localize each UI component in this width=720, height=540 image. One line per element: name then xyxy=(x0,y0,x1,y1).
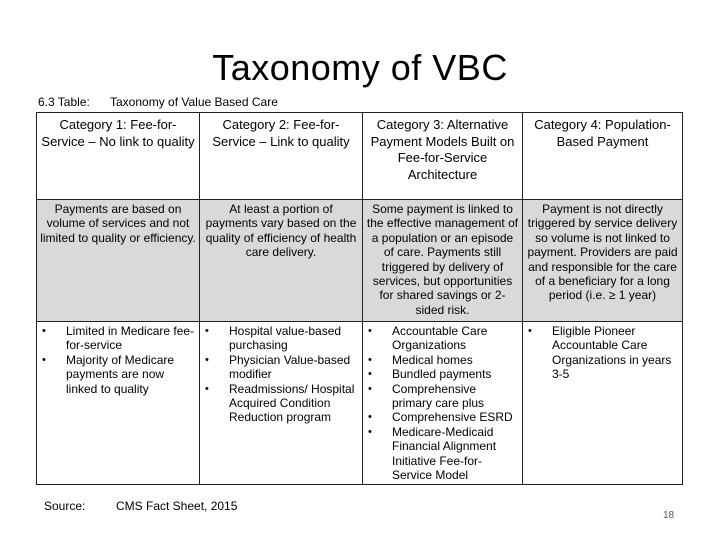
list-item: • Limited in Medicare fee-for-service xyxy=(40,324,196,353)
source-citation: CMS Fact Sheet, 2015 xyxy=(116,499,238,513)
examples-row xyxy=(37,322,683,485)
table-caption-text: Taxonomy of Value Based Care xyxy=(110,95,278,109)
list-item: • Accountable Care Organizations xyxy=(366,324,519,353)
list-item: • Hospital value-based purchasing xyxy=(203,324,359,353)
description-category-2: At least a portion of payments vary based on the quality of efficiency of health care delivery. xyxy=(200,200,363,322)
vbc-taxonomy-table xyxy=(36,112,683,485)
list-item: • Medical homes xyxy=(366,353,519,367)
examples-category-4 xyxy=(523,322,683,485)
list-item: • Bundled payments xyxy=(366,367,519,381)
list-item: • Readmissions/ Hospital Acquired Condition Reduction program xyxy=(203,382,359,425)
description-row xyxy=(37,200,683,322)
description-category-4: Payment is not directly triggered by service delivery so volume is not linked to payment. Providers are paid and responsible for the care of a beneficiary for a long period (i.e. ≥ 1 year) xyxy=(523,200,683,322)
header-category-3: Category 3: Alternative Payment Models Built on Fee-for-Service Architecture xyxy=(363,113,523,200)
list-item: • Comprehensive ESRD xyxy=(366,410,519,424)
header-category-2: Category 2: Fee-for-Service – Link to quality xyxy=(200,113,363,200)
header-row xyxy=(37,113,683,200)
table-caption-number: 6.3 Table: xyxy=(38,95,90,109)
list-item: • Comprehensive primary care plus xyxy=(366,382,519,411)
examples-category-2 xyxy=(200,322,363,485)
list-item: • Eligible Pioneer Accountable Care Organizations in years 3-5 xyxy=(526,324,679,382)
description-category-1: Payments are based on volume of services and not limited to quality or efficiency. xyxy=(37,200,200,322)
page-number: 18 xyxy=(663,510,675,521)
examples-category-1 xyxy=(37,322,200,485)
slide-title: Taxonomy of VBC xyxy=(212,47,508,88)
list-item: • Medicare-Medicaid Financial Alignment Initiative Fee-for-Service Model xyxy=(366,425,519,483)
header-category-4: Category 4: Population-Based Payment xyxy=(523,113,683,200)
examples-category-3 xyxy=(363,322,523,485)
list-item: • Physician Value-based modifier xyxy=(203,353,359,382)
source-label: Source: xyxy=(44,499,86,513)
description-category-3: Some payment is linked to the effective management of a population or an episode of care. Payments still triggered by delivery of services, but opportunities for shared savings or 2-sided risk. xyxy=(363,200,523,322)
header-category-1: Category 1: Fee-for-Service – No link to quality xyxy=(37,113,200,200)
list-item: • Majority of Medicare payments are now linked to quality xyxy=(40,353,196,396)
